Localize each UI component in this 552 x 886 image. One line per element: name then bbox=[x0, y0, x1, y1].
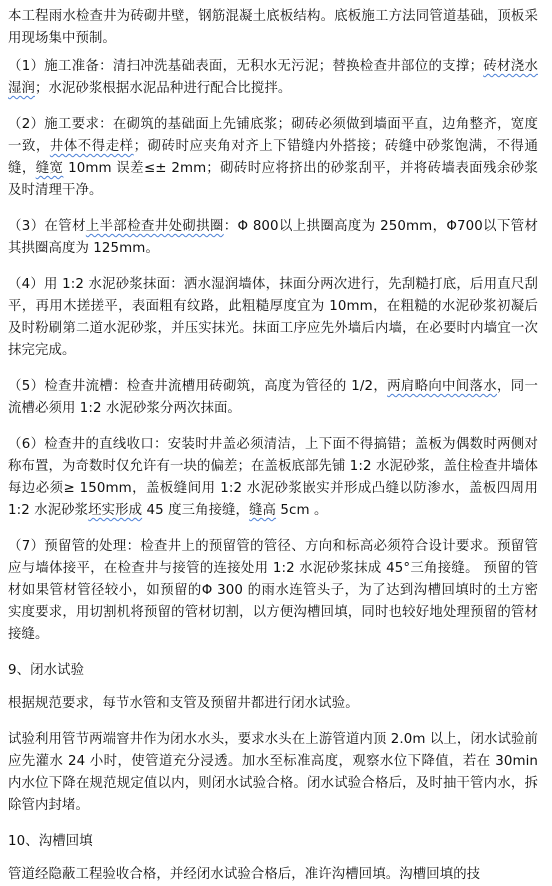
item-5-text-b: ，同一流槽必须用 1:2 水泥砂浆分两次抹面。 bbox=[8, 379, 538, 416]
item-1-text-b: ；水泥砂浆根据水泥品种进行配合比搅拌。 bbox=[34, 81, 292, 96]
section-10-paragraph bbox=[8, 864, 538, 886]
section-10-heading bbox=[8, 831, 538, 853]
item-5-text-a: （5）检查井流槽：检查井流槽用砖砌筑，高度为管径的 1/2， bbox=[8, 379, 388, 394]
item-7-paragraph bbox=[8, 536, 538, 646]
item-6-grammar-mark-b: 缝高 bbox=[249, 503, 277, 518]
item-4-text: （4）用 1:2 水泥砂浆抹面：洒水湿润墙体，抹面分两次进行，先刮糙打底，后用直尺刮平，再用木搓搓平，表面粗有纹路，此粗糙厚度宜为 10mm，在粗糙的水泥砂浆初凝后及时粉刷第二道水泥砂浆，并压实抹光。抹面工序应先外墙后内墙，在必要时内墙宜一次抹完完成。 bbox=[8, 277, 538, 358]
item-6-text-b: 45 度三角接缝， bbox=[142, 503, 250, 518]
intro-paragraph bbox=[8, 6, 538, 50]
item-7-text: （7）预留管的处理：检查井上的预留管的管径、方向和标高必须符合设计要求。预留管应与墙体接平，在检查井与接管的连接处用 1:2 水泥砂浆抹成 45°三角接缝。 预留的管材如果管材管径较小，如预留的Φ 300 的雨水连管头子，为了达到沟槽回填时的土方密实度要求，用切割机将预留的管材切割，以方便沟槽回填，同时也较好地处理预留的管材接缝。 bbox=[8, 539, 538, 642]
intro-text: 本工程雨水检查井为砖砌井壁，钢筋混凝土底板结构。底板施工方法同管道基础，顶板采用现场集中预制。 bbox=[8, 9, 538, 46]
item-2-text-a: （2）施工要求：在砌筑的基础面上先铺底浆；砌砖必须做到墙面平直，边角整齐，宽度一致， bbox=[8, 117, 538, 154]
item-1-paragraph bbox=[8, 56, 538, 100]
item-2-paragraph bbox=[8, 114, 538, 202]
item-1-text-a: （1）施工准备：清扫冲洗基础表面，无积水无污泥；替换检查井部位的支撑； bbox=[8, 59, 484, 74]
item-5-grammar-mark: 两肩略向中间落水 bbox=[387, 379, 498, 394]
section-10-title: 10、沟槽回填 bbox=[8, 834, 93, 849]
item-6-text-c: 5cm 。 bbox=[276, 503, 328, 518]
item-3-paragraph bbox=[8, 216, 538, 260]
item-2-text-c: 10mm 误差≤± 2mm；砌砖时应将挤出的砂浆刮平，并将砖墙表面残余砂浆及时清理干净。 bbox=[8, 161, 539, 198]
item-2-grammar-mark-b: 缝宽 bbox=[35, 161, 64, 176]
item-5-paragraph bbox=[8, 376, 538, 420]
item-2-grammar-mark-a: 井体不得走样 bbox=[49, 139, 134, 154]
section-9-text-a: 根据规范要求，每节水管和支管及预留井都进行闭水试验。 bbox=[8, 696, 359, 711]
section-9-heading bbox=[8, 660, 538, 682]
item-2-text-b: ；砌砖时应夹角对齐上下错缝内外搭接；砖缝中砂浆饱满，不得通缝， bbox=[8, 139, 538, 176]
item-3-grammar-mark: 上半部检查井处砌拱圈 bbox=[85, 219, 224, 234]
item-1-grammar-mark: 砖材浇水湿润 bbox=[8, 59, 538, 96]
section-10-text: 管道经隐蔽工程验收合格，并经闭水试验合格后，准许沟槽回填。沟槽回填的技 bbox=[8, 867, 481, 882]
section-9-paragraph-a bbox=[8, 693, 538, 715]
item-3-text-b: ：Φ 800以上拱圈高度为 250mm，Φ700以下管材其拱圈高度为 125mm。 bbox=[8, 219, 539, 256]
item-3-text-a: （3）在管材 bbox=[8, 219, 86, 234]
item-6-paragraph bbox=[8, 434, 538, 522]
section-9-text-b: 试验利用管节两端窨井作为闭水水头，要求水头在上游管道内顶 2.0m 以上，闭水试验前应先灌水 24 小时，使管道充分浸透。加水至标准高度，观察水位下降值，若在 30min 内水位下降在规范规定值以内，则闭水试验合格。闭水试验合格后，及时抽干管内水，拆除管内封堵。 bbox=[8, 732, 538, 813]
section-9-paragraph-b bbox=[8, 729, 538, 817]
item-4-paragraph bbox=[8, 274, 538, 362]
section-9-title: 9、闭水试验 bbox=[8, 663, 85, 678]
item-6-grammar-mark-a: 坯实形成 bbox=[88, 503, 143, 518]
item-6-text-a: （6）检查井的直线收口：安装时井盖必须清洁，上下面不得搞错；盖板为偶数时两侧对称布置，为奇数时仅允许有一块的偏差；在盖板底部先铺 1:2 水泥砂浆，盖住检查井墙体每边必须≥ 150mm，盖板缝间用 1:2 水泥砂浆嵌实并形成凸缝以防渗水，盖板四周用 1:2 水泥砂浆 bbox=[8, 437, 538, 518]
